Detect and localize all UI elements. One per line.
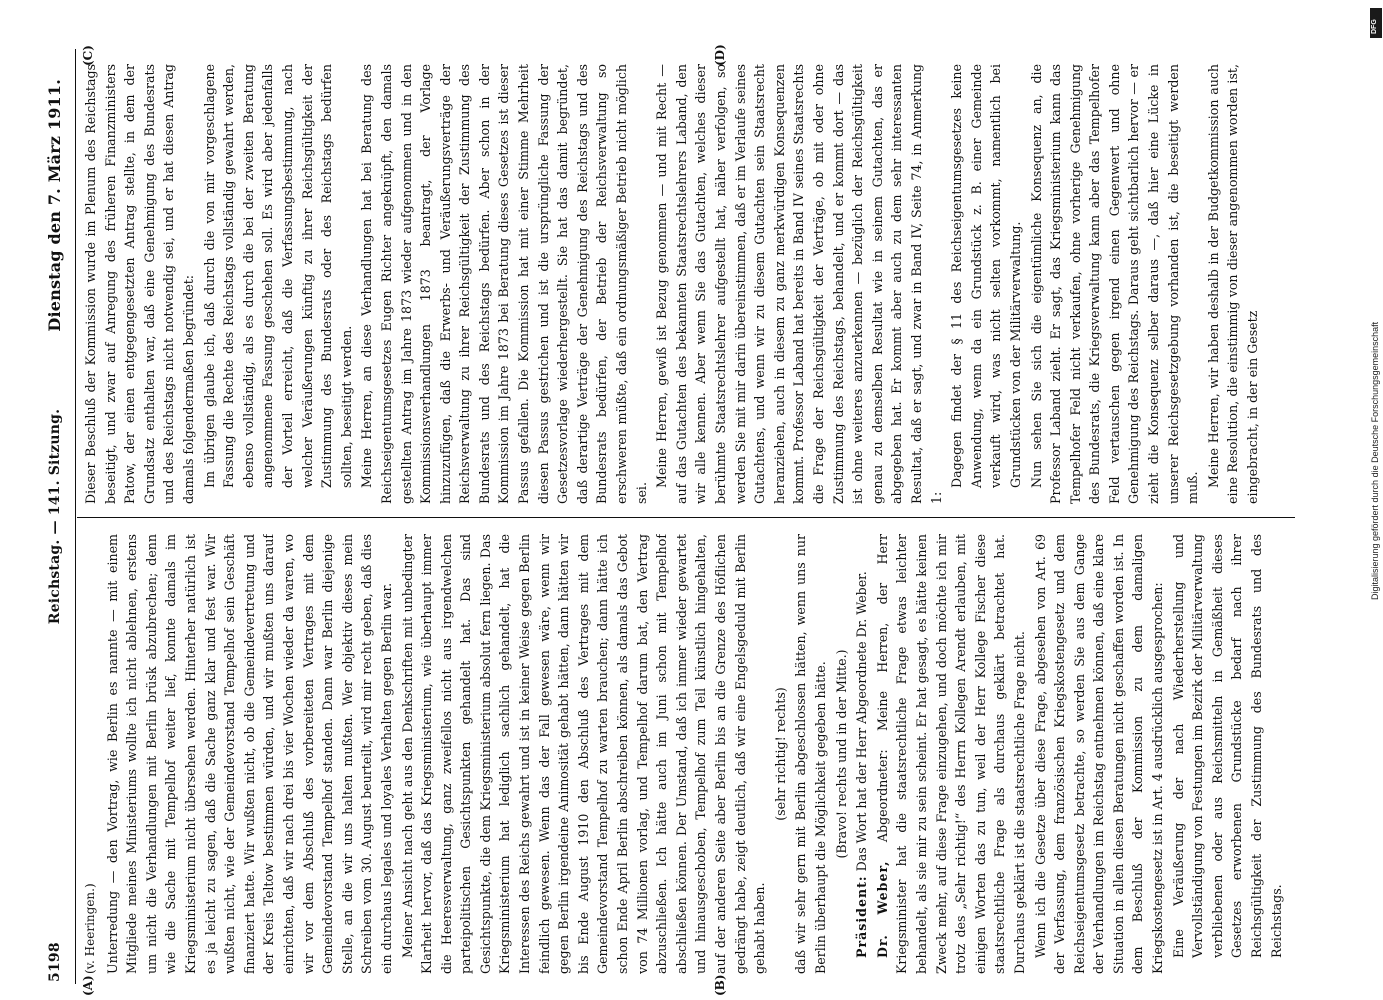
left-column bbox=[81, 534, 1291, 974]
page-header bbox=[41, 49, 76, 984]
speech-paragraph bbox=[873, 534, 1030, 974]
section-marker-c: (C) bbox=[81, 45, 95, 66]
president-statement bbox=[852, 534, 872, 974]
paragraph: Meine Herren, wir haben deshalb in der Budgetkommission auch eine Resolution, die einstimmig von dieser angenommen worden ist, eingebracht, in der ein Gesetz bbox=[1205, 64, 1261, 504]
paragraph: Nun sehen Sie sich die eigentümliche Konsequenz an, die Professor Laband zieht. Er sagt, das Kriegsministerium kann das Tempelhofer Feld nicht verkaufen, ohne vorherige Genehmigung des Bundesrats, die Kriegsverwaltung kann aber das Tempelhofer Feld vertauschen gegen irgend einen Gegenwert und ohne Genehmigung des Reichstags. Daraus geht sichtbarlich hervor — er zieht die Konsequenz selber daraus —, daß hier eine Lücke in unserer Reichsgesetzgebung vorhanden ist, die beseitigt werden muß. bbox=[1028, 64, 1201, 504]
quotation: Im übrigen glaube ich, daß durch die von mir vorgeschlagene Fassung die Rechte des Reichstags vollständig gewahrt werden, ebenso vollständig, als es durch die bei der zweiten Beratung angenommene Fassung geschehen soll. Es wird aber jedenfalls der Vorteil erreicht, daß die Verfassungsbestimmung, nach welcher Veräußerungen künftig zu ihrer Reichsgültigkeit der Zustimmung des Bundesrats oder des Reichstags bedürfen sollten, beseitigt werden. bbox=[201, 64, 354, 488]
quotation: Dagegen findet der § 11 des Reichseigentumsgesetzes keine Anwendung, wenn da ein Grundstück z. B. einer Gemeinde verkauft wird, was nicht selten vorkommt, namentlich bei Grundstücken von der Militärverwaltung. bbox=[949, 64, 1023, 488]
logo-text: DFG bbox=[1371, 19, 1378, 34]
speaker-label: Dr. Weber, bbox=[874, 860, 890, 958]
session-date: Dienstag den 7. März 1911. bbox=[45, 79, 64, 332]
session-title: Reichstag. — 141. Sitzung. bbox=[47, 408, 63, 625]
speaker-note: (v. Heeringen.) bbox=[83, 883, 97, 974]
section-marker-d: (D) bbox=[713, 44, 727, 66]
statement-text: Abgeordneter: Meine Herren, der Herr Kriegsminister hat die staatsrechtliche Frage etwas leichter behandelt, als sie mir zu sein scheint. Er hat gesagt, es hätte keinen Zweck mehr, auf diese Frage einzugehen, und doch möchte ich mir trotz des „Sehr richtig!“ des Herrn Kollegen Arendt erlauben, mit einigen Worten das zu tun, weil der Herr Kollege Fischer diese staatsrechtliche Frage als durchaus geklärt betrachtet hat. Durchaus geklärt ist die staatsrechtliche Frage nicht. bbox=[874, 534, 1027, 974]
digitization-credit bbox=[1367, 0, 1383, 1000]
paragraph: Wenn ich die Gesetze über diese Frage, abgesehen von Art. 69 der Verfassung, dem französischen Kriegskostengesetz und dem Reichseigentumsgesetz betrachte, so werden Sie aus dem Gange der Verhandlungen im Reichstag entnehmen können, daß eine klare Situation in allen diesen Beratungen nicht geschaffen worden ist. In dem Beschluß der Kommission zu dem damaligen Kriegskostengesetz ist in Art. 4 ausdrücklich ausgesprochen: bbox=[1032, 534, 1166, 974]
column-divider bbox=[77, 517, 1295, 518]
section-marker-b: (B) bbox=[713, 974, 727, 996]
paragraph: Meine Herren, gewiß ist Bezug genommen — und mit Recht — auf das Gutachten des bekannten Staatsrechtslehrers Laband, den wir alle kennen. Aber wenn Sie das Gutachten, welches dieser berühmte Staatsrechtslehrer aufgestellt hat, näher verfolgen, so werden Sie mit mir darin übereinstimmen, daß er im Verlaufe seines Gutachtens, und wenn wir zu diesem Gutachten sein Staatsrecht heranziehen, auch in diesem zu ganz merkwürdigen Konsequenzen kommt. Professor Laband hat bereits in Band IV seines Staatsrechts die Frage der Reichsgültigkeit der Verträge, ob mit oder ohne Zustimmung des Reichstags, behandelt, und er kommt dort — das ist ohne weiteres anzuerkennen — bezüglich der Reichsgültigkeit genau zu demselben Resultat wie in seinem Gutachten, das er abgegeben hat. Er kommt aber auch zu dem sehr interessanten Resultat, daß er sagt, und zwar in Band IV, Seite 74, in Anmerkung 1: bbox=[654, 64, 944, 504]
paragraph: daß wir sehr gern mit Berlin abgeschlossen hätten, wenn uns nur Berlin überhaupt die Möglichkeit gegeben hätte. bbox=[793, 534, 828, 974]
interjection: (Bravo! rechts und in der Mitte.) bbox=[833, 649, 849, 859]
paragraph: Unterredung — den Vortrag, wie Berlin es nannte — mit einem Mitgliede meines Ministeriums wollte ich nicht ablehnen, erstens um nicht die Verhandlungen mit Berlin brüsk abzubrechen; denn wie die Sache mit Tempelhof weiter lief, konnte damals im Kriegsministerium nicht übersehen werden. Hinterher natürlich ist es ja leicht zu sagen, daß die Sache ganz klar und fest war. Wir wußten nicht, wie der Gemeindevorstand Tempelhof sein Geschäft finanziert hatte. Wir wußten nicht, ob die Gemeindevertretung und der Kreis Teltow bestimmen würden, und wir mußten uns darauf einrichten, daß wir nach drei bis vier Wochen wieder da waren, wo wir vor dem Abschluß des vorbereiteten Vertrages mit dem Gemeindevorstand Tempelhof standen. Dann war Berlin diejenige Stelle, an die wir uns halten mußten. Wer objektiv dieses mein Schreiben vom 30. August beurteilt, wird mir recht geben, daß dies ein durchaus legales und loyales Verhalten gegen Berlin war. bbox=[104, 534, 394, 974]
quotation: Eine Veräußerung der nach Wiederherstellung und Vervollständigung von Festungen im Bezirk der Militärverwaltung verbliebenen oder aus Reichsmitteln in Gemäßheit dieses Gesetzes erworbenen Grundstücke bedarf nach ihrer Reichsgültigkeit der Zustimmung des Bundesrats und des Reichstags. bbox=[1170, 534, 1284, 958]
paragraph: Meine Herren, an diese Verhandlungen hat bei Beratung des Reichseigentumsgesetzes Eugen Richter angeknüpft, den damals gestellten Antrag im Jahre 1873 wieder aufgenommen und in den Kommissionsverhandlungen 1873 beantragt, der Vorlage hinzuzufügen, daß die Erwerbs- und Veräußerungsverträge der Reichsverwaltung zu ihrer Reichsgültigkeit der Zustimmung des Bundesrats und des Reichstags bedürfen. Aber schon in der Kommission im Jahre 1873 bei Beratung dieses Gesetzes ist dieser Passus gefallen. Die Kommission hat mit einer Stimme Mehrheit diesen Passus gestrichen und ist die ursprüngliche Fassung der Gesetzesvorlage wiederhergestellt. Sie hat das damit begründet, daß derartige Verträge der Genehmigung des Reichstags und des Bundesrats bedürfen, der Betrieb der Reichsverwaltung so erschweren müßte, daß ein ordnungsmäßiger Betrieb nicht möglich sei. bbox=[359, 64, 649, 504]
interjection: (sehr richtig! rechts) bbox=[772, 687, 788, 821]
page-number: 5198 bbox=[47, 942, 63, 982]
rotated-page bbox=[41, 44, 1297, 996]
paragraph: Dieser Beschluß der Kommission wurde im Plenum des Reichstags beseitigt, und zwar auf Anregung des früheren Finanzministers Patow, der einen entgegengesetzten Antrag stellte, in dem der Grundsatz enthalten war, daß eine Genehmigung des Bundesrats und des Reichstags nicht notwendig sei, und er hat diesen Antrag damals folgendermaßen begründet: bbox=[83, 64, 196, 504]
statement-text: Das Wort hat der Herr Abgeordnete Dr. Weber. bbox=[854, 571, 870, 872]
paragraph: Meiner Ansicht nach geht aus den Denkschriften mit unbedingter Klarheit hervor, daß das Kriegsministerium, wie überhaupt immer die Heeresverwaltung, ganz zweifellos nicht aus irgendwelchen parteipolitischen Gesichtspunkten gehandelt hat. Das sind Gesichtspunkte, die dem Kriegsministerium absolut fern liegen. Das Kriegsministerium hat lediglich sachlich gehandelt, hat die Interessen des Reichs gewahrt und ist in keiner Weise gegen Berlin feindlich gewesen. Wenn das der Fall gewesen wäre, wenn wir gegen Berlin irgendeine Animosität gehabt hätten, dann hätten wir bis Ende August 1910 den Abschluß des Vertrages mit dem Gemeindevorstand Tempelhof zu warten brauchen; dann hätte ich schon Ende April Berlin abschreiben können, als damals das Gebot von 74 Millionen vorlag, und Tempelhof darum bat, den Vertrag abzuschließen. Ich hätte auch im Juni schon mit Tempelhof abschließen können. Der Umstand, daß ich immer wieder gewartet und hinausgeschoben, Tempelhof zum Teil künstlich hingehalten, auf der anderen Seite aber Berlin bis an die Grenze des Höflichen gedrängt habe, zeigt deutlich, daß wir eine Engelsgeduld mit Berlin gehabt haben. bbox=[399, 534, 768, 974]
speaker-label: Präsident: bbox=[854, 875, 870, 958]
section-marker-a: (A) bbox=[81, 975, 95, 996]
right-column bbox=[81, 64, 1291, 504]
credit-text: Digitalisierung gefördert durch die Deutsche Forschungsgemeinschaft bbox=[1370, 321, 1380, 600]
